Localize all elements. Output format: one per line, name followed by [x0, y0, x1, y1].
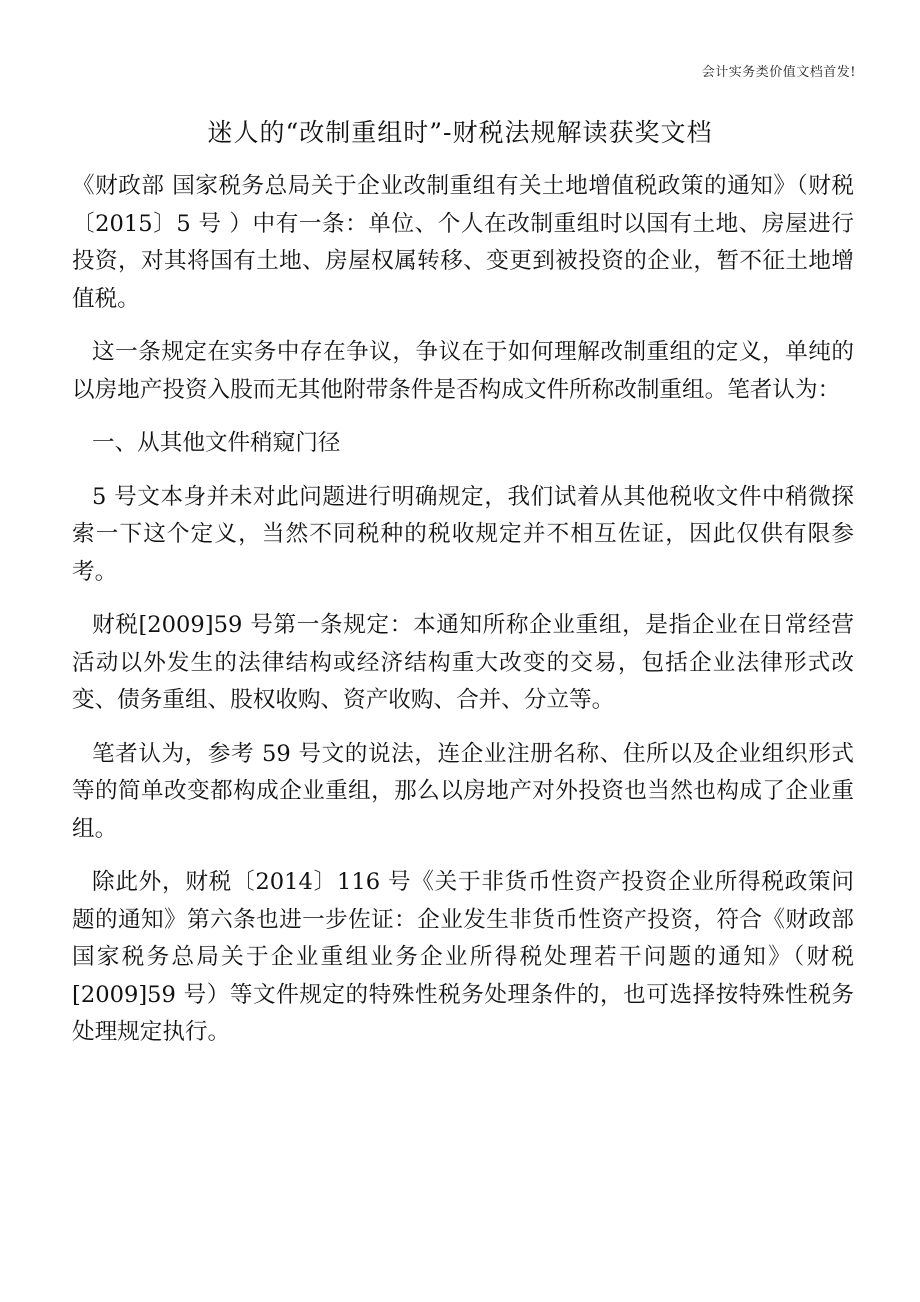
document-title: 迷人的“改制重组时”-财税法规解读获奖文档 — [207, 118, 713, 147]
section-heading-other-docs: 一、从其他文件稍窥门径 — [92, 430, 341, 456]
document-body — [72, 168, 854, 1068]
paragraph-dispute: 这一条规定在实务中存在争议，争议在于如何理解改制重组的定义，单纯的以房地产投资入股而无其他附带条件是否构成文件所称改制重组。笔者认为： — [72, 339, 854, 403]
header-note: 会计实务类价值文档首发! — [701, 65, 856, 80]
paragraph-author-view: 笔者认为，参考 59 号文的说法，连企业注册名称、住所以及企业组织形式等的简单改变都构成企业重组，那么以房地产对外投资也当然也构成了企业重组。 — [72, 740, 854, 842]
paragraph-doc59: 财税[2009]59 号第一条规定：本通知所称企业重组，是指企业在日常经营活动以外发生的法律结构或经济结构重大改变的交易，包括企业法律形式改变、债务重组、股权收购、资产收购、合并、分立等。 — [72, 612, 854, 713]
paragraph-doc5: 5 号文本身并未对此问题进行明确规定，我们试着从其他税收文件中稍微探索一下这个定义，当然不同税种的税收规定并不相互佐证，因此仅供有限参考。 — [72, 483, 854, 585]
paragraph-doc116: 除此外，财税〔2014〕116 号《关于非货币性资产投资企业所得税政策问题的通知》第六条也进一步佐证：企业发生非货币性资产投资，符合《财政部国家税务总局关于企业重组业务企业所得税处理若干问题的通知》（财税[2009]59 号）等文件规定的特殊性税务处理条件的，也可选择按特殊性税务处理规定执行。 — [72, 869, 854, 1045]
paragraph-notice-quote: 《财政部 国家税务总局关于企业改制重组有关土地增值税政策的通知》（财税〔2015〕5 号 ）中有一条：单位、个人在改制重组时以国有土地、房屋进行投资，对其将国有土地、房屋权属转移、变更到被投资的企业，暂不征土地增值税。 — [72, 173, 854, 312]
